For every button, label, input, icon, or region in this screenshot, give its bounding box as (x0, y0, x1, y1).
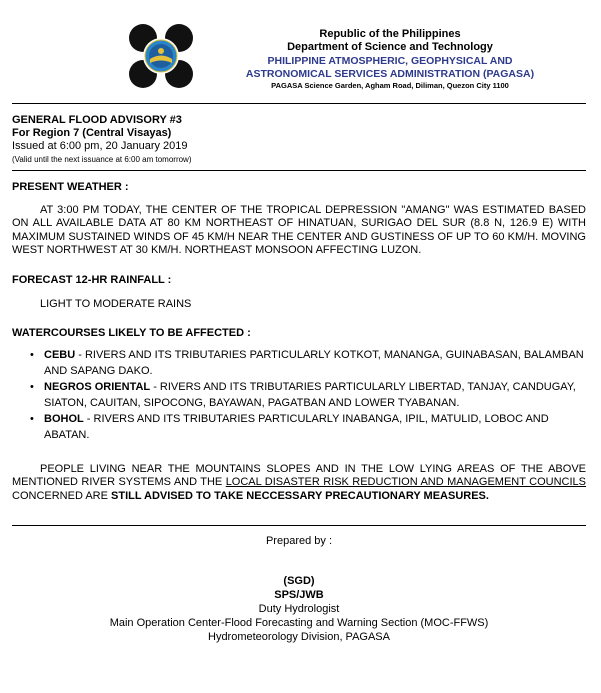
watercourse-item-negros-oriental (30, 379, 586, 412)
watercourse-desc: - RIVERS AND ITS TRIBUTARIES PARTICULARLY LIBERTAD, TANJAY, CANDUGAY, SIATON, CAUITAN, SIPOCONG, BAYAWAN, PAGATBAN AND LOWER TYABANAN. (44, 381, 576, 410)
forecast-heading: FORECAST 12-HR RAINFALL : (12, 274, 172, 286)
watercourse-desc: - RIVERS AND ITS TRIBUTARIES PARTICULARLY INABANGA, IPIL, MATULID, LOBOC AND ABATAN. (44, 413, 549, 442)
signatory-section: Main Operation Center-Flood Forecasting and Warning Section (MOC-FFWS) (109, 617, 489, 629)
advice-councils: LOCAL DISASTER RISK REDUCTION AND MANAGEMENT COUNCILS (225, 476, 587, 489)
advice-text-2: CONCERNED ARE (12, 489, 112, 502)
header-agency-line1: PHILIPPINE ATMOSPHERIC, GEOPHYSICAL AND (267, 55, 513, 67)
bullet-icon: • (30, 413, 34, 425)
top-divider (12, 103, 586, 104)
advisory-validity: (Valid until the next issuance at 6:00 am tomorrow) (12, 155, 192, 164)
signature-sgd: (SGD) (283, 575, 315, 587)
footer-divider (12, 525, 586, 526)
advice-measures: STILL ADVISED TO TAKE NECCESSARY PRECAUTIONARY MEASURES. (111, 489, 489, 502)
signatory-role: Duty Hydrologist (258, 603, 340, 615)
header-agency-line2: ASTRONOMICAL SERVICES ADMINISTRATION (PAGASA) (245, 68, 535, 80)
watercourse-item-bohol (30, 411, 586, 444)
bullet-icon: • (30, 349, 34, 361)
advisory-region: For Region 7 (Central Visayas) (12, 127, 172, 139)
watercourse-province: CEBU (44, 349, 76, 361)
advisory-divider (12, 170, 586, 171)
present-weather-heading: PRESENT WEATHER : (12, 181, 129, 193)
prepared-by: Prepared by : (265, 535, 333, 547)
present-weather-text: AT 3:00 PM TODAY, THE CENTER OF THE TROPICAL DEPRESSION "AMANG" WAS ESTIMATED BASED ON ALL AVAILABLE DATA AT 80 KM NORTHEAST OF HINATUAN, SURIGAO DEL SUR (8.8 N, 126.9 E) WITH MAXIMUM SUSTAINED WINDS OF 45 KM/H NEAR THE CENTER AND GUSTINESS OF UP TO 60 KM/H. MOVING WEST NORTHWEST AT 30 KM/H. NORTHEAST MONSOON AFFECTING LUZON. (12, 204, 586, 256)
watercourse-item-cebu (30, 347, 586, 380)
advice-text-1: PEOPLE LIVING NEAR THE MOUNTAINS SLOPES AND IN THE LOW LYING AREAS OF THE ABOVE MENTIONED RIVER SYSTEMS AND THE (12, 463, 586, 489)
signatory-division: Hydrometeorology Division, PAGASA (208, 631, 390, 643)
advisory-issued: Issued at 6:00 pm, 20 January 2019 (12, 140, 188, 152)
header-republic: Republic of the Philippines (319, 28, 461, 40)
header-address: PAGASA Science Garden, Agham Road, Diliman, Quezon City 1100 (271, 81, 509, 90)
pagasa-logo (127, 22, 195, 90)
forecast-text: LIGHT TO MODERATE RAINS (40, 298, 192, 310)
watercourses-heading: WATERCOURSES LIKELY TO BE AFFECTED : (12, 327, 251, 339)
advisory-title: GENERAL FLOOD ADVISORY #3 (12, 114, 182, 126)
bullet-icon: • (30, 381, 34, 393)
watercourse-desc: - RIVERS AND ITS TRIBUTARIES PARTICULARLY KOTKOT, MANANGA, GUINABASAN, BALAMBAN AND SAPANG DAKO. (44, 349, 584, 378)
watercourse-province: NEGROS ORIENTAL (44, 381, 151, 393)
watercourse-province: BOHOL (44, 413, 84, 425)
header-department: Department of Science and Technology (287, 41, 493, 53)
advice-paragraph (12, 463, 586, 503)
signatory-initials: SPS/JWB (274, 589, 324, 601)
